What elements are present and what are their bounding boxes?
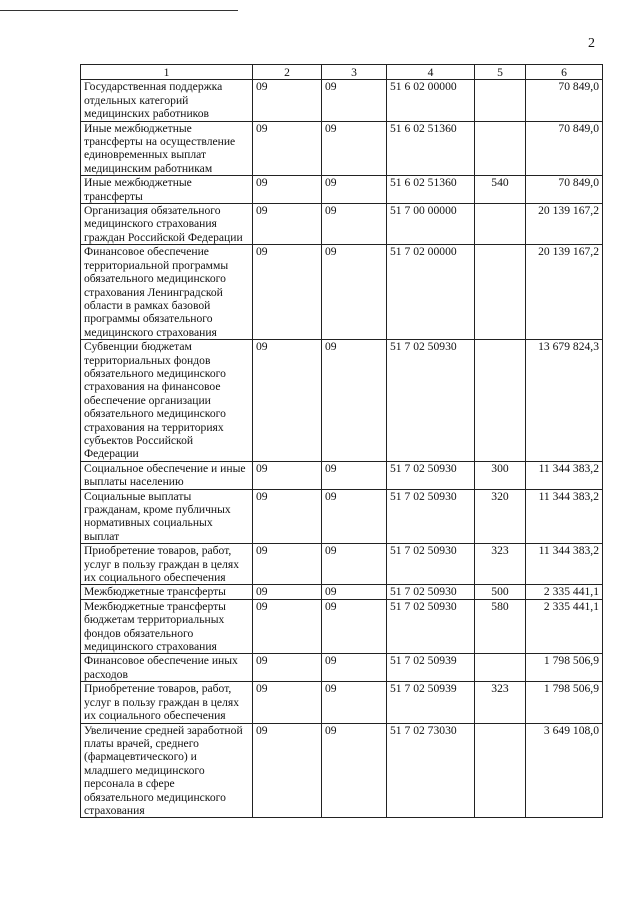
amount-cell: 11 344 383,2 [526,544,603,585]
section-code-cell: 09 [253,461,322,489]
target-article-code-cell: 51 7 02 50939 [387,654,475,682]
target-article-code-cell: 51 6 02 00000 [387,80,475,121]
subsection-code-cell: 09 [322,176,387,204]
section-code-cell: 09 [253,489,322,544]
row-name-cell: Межбюджетные трансферты бюджетам территориальных фондов обязательного медицинского страхования [81,599,253,654]
expense-type-code-cell: 580 [475,599,526,654]
subsection-code-cell: 09 [322,654,387,682]
amount-cell: 70 849,0 [526,80,603,121]
table-row [81,585,603,599]
amount-cell: 11 344 383,2 [526,461,603,489]
header-col-1: 1 [81,65,253,80]
table-row [81,340,603,462]
amount-cell: 1 798 506,9 [526,654,603,682]
row-name-cell: Социальные выплаты гражданам, кроме публичных нормативных социальных выплат [81,489,253,544]
amount-cell: 11 344 383,2 [526,489,603,544]
table-row [81,204,603,245]
table-row [81,489,603,544]
table-body [81,80,603,818]
target-article-code-cell: 51 7 02 00000 [387,245,475,340]
table-row [81,654,603,682]
top-rule [0,10,238,11]
amount-cell: 70 849,0 [526,176,603,204]
target-article-code-cell: 51 6 02 51360 [387,176,475,204]
amount-cell: 70 849,0 [526,121,603,176]
row-name-cell: Финансовое обеспечение иных расходов [81,654,253,682]
amount-cell: 1 798 506,9 [526,682,603,723]
target-article-code-cell: 51 7 02 50930 [387,340,475,462]
table-row [81,599,603,654]
subsection-code-cell: 09 [322,121,387,176]
amount-cell: 2 335 441,1 [526,585,603,599]
expense-type-code-cell [475,723,526,818]
header-col-6: 6 [526,65,603,80]
target-article-code-cell: 51 7 02 50930 [387,461,475,489]
row-name-cell: Социальное обеспечение и иные выплаты населению [81,461,253,489]
row-name-cell: Приобретение товаров, работ, услуг в пользу граждан в целях их социального обеспечения [81,544,253,585]
page-number: 2 [588,36,595,51]
header-col-2: 2 [253,65,322,80]
subsection-code-cell: 09 [322,461,387,489]
row-name-cell: Увеличение средней заработной платы врачей, среднего (фармацевтического) и младшего медицинского персонала в сфере обязательного медицинского страхования [81,723,253,818]
section-code-cell: 09 [253,121,322,176]
target-article-code-cell: 51 7 02 50930 [387,585,475,599]
target-article-code-cell: 51 7 02 50930 [387,544,475,585]
subsection-code-cell: 09 [322,245,387,340]
amount-cell: 13 679 824,3 [526,340,603,462]
section-code-cell: 09 [253,245,322,340]
target-article-code-cell: 51 7 02 73030 [387,723,475,818]
subsection-code-cell: 09 [322,723,387,818]
section-code-cell: 09 [253,80,322,121]
expense-type-code-cell [475,340,526,462]
amount-cell: 20 139 167,2 [526,245,603,340]
table-row [81,176,603,204]
subsection-code-cell: 09 [322,80,387,121]
expense-type-code-cell: 323 [475,682,526,723]
budget-table [80,64,603,818]
expense-type-code-cell: 320 [475,489,526,544]
target-article-code-cell: 51 7 02 50930 [387,599,475,654]
header-col-5: 5 [475,65,526,80]
amount-cell: 20 139 167,2 [526,204,603,245]
section-code-cell: 09 [253,544,322,585]
amount-cell: 3 649 108,0 [526,723,603,818]
expense-type-code-cell [475,245,526,340]
target-article-code-cell: 51 7 02 50939 [387,682,475,723]
expense-type-code-cell [475,80,526,121]
table-row [81,461,603,489]
table-row [81,121,603,176]
row-name-cell: Межбюджетные трансферты [81,585,253,599]
table-row [81,682,603,723]
expense-type-code-cell: 300 [475,461,526,489]
subsection-code-cell: 09 [322,585,387,599]
target-article-code-cell: 51 6 02 51360 [387,121,475,176]
section-code-cell: 09 [253,585,322,599]
subsection-code-cell: 09 [322,204,387,245]
expense-type-code-cell: 323 [475,544,526,585]
row-name-cell: Иные межбюджетные трансферты на осуществление единовременных выплат медицинским работникам [81,121,253,176]
expense-type-code-cell [475,654,526,682]
subsection-code-cell: 09 [322,340,387,462]
expense-type-code-cell [475,121,526,176]
amount-cell: 2 335 441,1 [526,599,603,654]
subsection-code-cell: 09 [322,682,387,723]
table-header-row [81,65,603,80]
section-code-cell: 09 [253,599,322,654]
subsection-code-cell: 09 [322,489,387,544]
section-code-cell: 09 [253,204,322,245]
target-article-code-cell: 51 7 00 00000 [387,204,475,245]
target-article-code-cell: 51 7 02 50930 [387,489,475,544]
section-code-cell: 09 [253,654,322,682]
header-col-3: 3 [322,65,387,80]
section-code-cell: 09 [253,340,322,462]
row-name-cell: Иные межбюджетные трансферты [81,176,253,204]
row-name-cell: Финансовое обеспечение территориальной программы обязательного медицинского страхования Ленинградской области в рамках базовой программы обязательного медицинского страхования [81,245,253,340]
expense-type-code-cell: 500 [475,585,526,599]
header-col-4: 4 [387,65,475,80]
subsection-code-cell: 09 [322,544,387,585]
subsection-code-cell: 09 [322,599,387,654]
row-name-cell: Субвенции бюджетам территориальных фондов обязательного медицинского страхования на финансовое обеспечение организации обязательного медицинского страхования на территориях субъектов Российской Федерации [81,340,253,462]
section-code-cell: 09 [253,176,322,204]
expense-type-code-cell [475,204,526,245]
section-code-cell: 09 [253,682,322,723]
table-row [81,544,603,585]
row-name-cell: Организация обязательного медицинского страхования граждан Российской Федерации [81,204,253,245]
table-row [81,80,603,121]
expense-type-code-cell: 540 [475,176,526,204]
row-name-cell: Государственная поддержка отдельных категорий медицинских работников [81,80,253,121]
table-row [81,245,603,340]
row-name-cell: Приобретение товаров, работ, услуг в пользу граждан в целях их социального обеспечения [81,682,253,723]
section-code-cell: 09 [253,723,322,818]
table-row [81,723,603,818]
